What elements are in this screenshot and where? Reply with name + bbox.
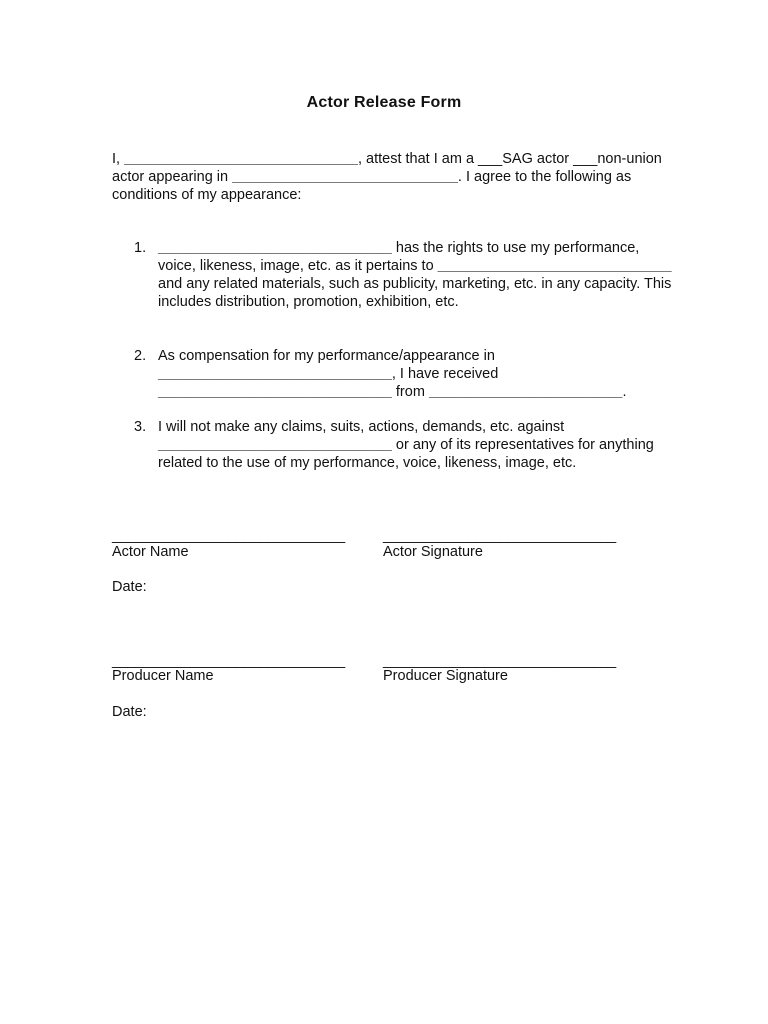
- payer-blank[interactable]: ________________________: [428, 384, 623, 400]
- actor-name-label: Actor Name: [112, 544, 189, 560]
- item-text: from: [391, 384, 429, 400]
- production-title-blank[interactable]: ____________________________: [232, 169, 458, 185]
- item-body: [158, 239, 678, 311]
- item-number: 3.: [134, 419, 147, 435]
- project-blank[interactable]: _____________________________: [437, 258, 672, 274]
- producer-name-line[interactable]: ______________________________: [112, 653, 345, 669]
- producer-signature-label: Producer Signature: [383, 668, 508, 684]
- item-text: , I have received: [391, 366, 499, 382]
- actor-signature-line[interactable]: ______________________________: [383, 528, 616, 544]
- form-title: Actor Release Form: [306, 94, 462, 111]
- item-text: and any related materials, such as publicity, marketing, etc. in any capacity. This includes distribution, promotion, exhibition, etc.: [158, 276, 672, 310]
- intro-text-3: . I agree to the following as conditions of my appearance:: [112, 169, 632, 203]
- item-text: or any of its representatives for anything related to the use of my performance, voice, likeness, image, etc.: [158, 437, 654, 471]
- actor-signature-label: Actor Signature: [383, 544, 483, 560]
- item-text: .: [622, 384, 627, 400]
- item-text: I will not make any claims, suits, actions, demands, etc. against: [158, 419, 565, 435]
- compensation-blank[interactable]: _____________________________: [158, 384, 392, 400]
- item-number: 1.: [134, 240, 147, 256]
- intro-paragraph: [112, 150, 662, 204]
- item-text: As compensation for my performance/appearance in: [158, 348, 495, 364]
- item-text: has the rights to use my performance, voice, likeness, image, etc. as it pertains to: [158, 240, 640, 274]
- actor-name-line[interactable]: ______________________________: [112, 528, 345, 544]
- intro-text-1: I,: [112, 151, 125, 167]
- item-number: 2.: [134, 348, 147, 364]
- item-body: [158, 418, 678, 472]
- actor-date-label: Date:: [112, 579, 147, 595]
- intro-text-2: , attest that I am a ___SAG actor ___non-union actor appearing in: [112, 151, 662, 185]
- producer-date-label: Date:: [112, 704, 147, 720]
- producer-signature-line[interactable]: ______________________________: [383, 653, 616, 669]
- actor-name-blank[interactable]: _____________________________: [124, 151, 358, 167]
- producer-name-label: Producer Name: [112, 668, 214, 684]
- performance-project-blank[interactable]: _____________________________: [158, 366, 392, 382]
- item-body: [158, 347, 678, 401]
- company-blank[interactable]: _____________________________: [158, 437, 392, 453]
- rights-holder-blank[interactable]: _____________________________: [158, 240, 392, 256]
